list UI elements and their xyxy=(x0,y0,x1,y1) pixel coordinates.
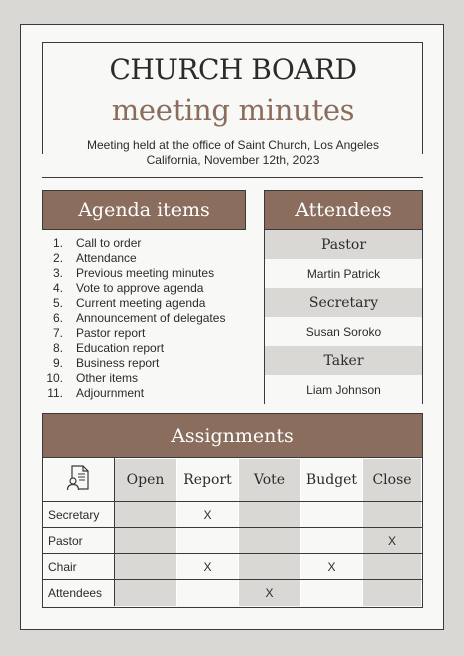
title-line2: meeting minutes xyxy=(111,93,355,127)
table-cell: X xyxy=(301,554,363,580)
title-line1: CHURCH BOARD xyxy=(109,53,357,86)
agenda-item xyxy=(43,326,253,341)
document-person-icon xyxy=(66,464,92,492)
column-header: Budget xyxy=(301,459,363,502)
subtitle-line2: California, November 12th, 2023 xyxy=(146,153,320,167)
agenda-item xyxy=(43,251,253,266)
table-cell xyxy=(363,502,422,528)
agenda-item-number: 10. xyxy=(46,371,63,385)
table-row xyxy=(44,580,422,606)
agenda-item xyxy=(43,386,253,401)
agenda-item-number: 8. xyxy=(52,341,63,355)
attendee-role: Taker xyxy=(265,346,422,375)
row-label: Pastor xyxy=(44,528,115,554)
table-cell xyxy=(363,580,422,606)
attendee-name: Liam Johnson xyxy=(265,375,422,404)
column-header: Open xyxy=(115,459,177,502)
table-cell: X xyxy=(177,554,239,580)
column-header: Vote xyxy=(239,459,301,502)
table-cell xyxy=(239,554,301,580)
table-cell: X xyxy=(177,502,239,528)
agenda-item-text: Current meeting agenda xyxy=(76,296,206,310)
assignments-icon-cell xyxy=(44,459,115,502)
agenda-item xyxy=(43,296,253,311)
agenda-item xyxy=(43,311,253,326)
agenda-item-number: 3. xyxy=(52,266,63,280)
agenda-item-number: 6. xyxy=(52,311,63,325)
attendee-name: Susan Soroko xyxy=(265,317,422,346)
row-label: Attendees xyxy=(44,580,115,606)
table-cell xyxy=(239,528,301,554)
table-cell: X xyxy=(363,528,422,554)
row-label: Chair xyxy=(44,554,115,580)
attendee-name: Martin Patrick xyxy=(265,259,422,288)
table-row xyxy=(44,528,422,554)
agenda-item-text: Call to order xyxy=(76,236,142,250)
column-header: Report xyxy=(177,459,239,502)
table-cell xyxy=(177,580,239,606)
agenda-item-text: Adjournment xyxy=(76,386,145,400)
attendees-heading: Attendees xyxy=(264,190,423,230)
assignments-heading: Assignments xyxy=(43,414,422,458)
agenda-item xyxy=(43,371,253,386)
agenda-item-text: Other items xyxy=(76,371,139,385)
attendee-role: Pastor xyxy=(265,230,422,259)
table-row xyxy=(44,502,422,528)
table-cell xyxy=(301,528,363,554)
agenda-item-number: 4. xyxy=(52,281,63,295)
row-label: Secretary xyxy=(44,502,115,528)
table-cell xyxy=(115,580,177,606)
header-divider xyxy=(42,177,423,178)
table-cell xyxy=(363,554,422,580)
table-cell xyxy=(301,580,363,606)
table-cell xyxy=(115,554,177,580)
agenda-item-number: 7. xyxy=(52,326,63,340)
table-row xyxy=(44,554,422,580)
minutes-sheet xyxy=(20,24,444,630)
assignments-body xyxy=(44,502,422,606)
meeting-subtitle xyxy=(61,138,405,168)
agenda-item-number: 1. xyxy=(52,236,63,250)
agenda-item-number: 2. xyxy=(52,251,63,265)
column-header: Close xyxy=(363,459,422,502)
agenda-list xyxy=(43,236,253,401)
assignments-header-row xyxy=(44,459,422,502)
agenda-item-number: 11. xyxy=(47,386,63,400)
attendee-role: Secretary xyxy=(265,288,422,317)
agenda-item-text: Pastor report xyxy=(76,326,146,340)
table-cell xyxy=(177,528,239,554)
agenda-item-text: Previous meeting minutes xyxy=(76,266,215,280)
table-cell xyxy=(115,502,177,528)
agenda-item-number: 9. xyxy=(52,356,63,370)
agenda-item xyxy=(43,266,253,281)
agenda-item-text: Education report xyxy=(76,341,165,355)
assignments-section xyxy=(42,413,423,608)
agenda-item-text: Vote to approve agenda xyxy=(76,281,204,295)
table-cell xyxy=(301,502,363,528)
table-cell xyxy=(115,528,177,554)
subtitle-line1: Meeting held at the office of Saint Church, Los Angeles xyxy=(87,138,379,152)
agenda-item-text: Attendance xyxy=(76,251,137,265)
agenda-item xyxy=(43,281,253,296)
agenda-item-number: 5. xyxy=(52,296,63,310)
table-cell: X xyxy=(239,580,301,606)
agenda-item xyxy=(43,341,253,356)
assignments-table xyxy=(43,458,422,606)
agenda-item-text: Business report xyxy=(76,356,160,370)
table-cell xyxy=(239,502,301,528)
agenda-item xyxy=(43,236,253,251)
agenda-item-text: Announcement of delegates xyxy=(76,311,226,325)
attendees-list xyxy=(264,230,423,404)
agenda-heading: Agenda items xyxy=(42,190,246,230)
agenda-item xyxy=(43,356,253,371)
